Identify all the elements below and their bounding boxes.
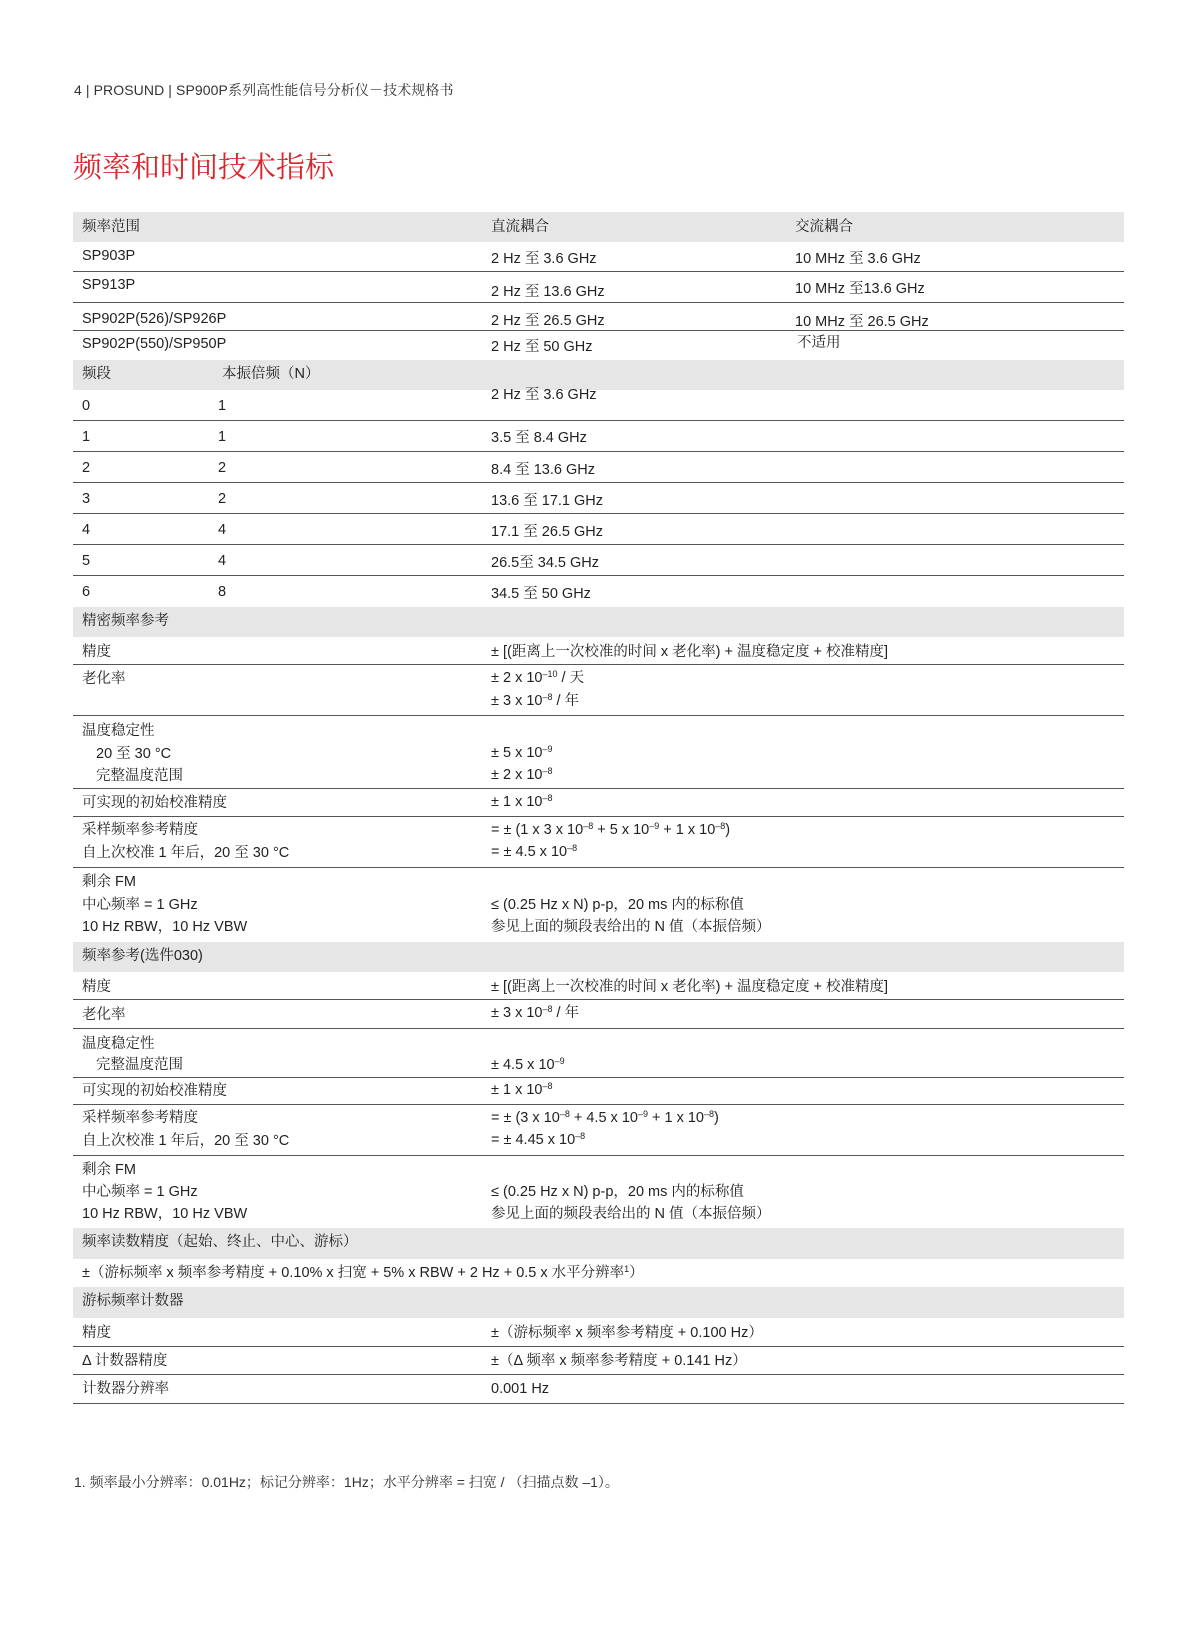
- table-row: [73, 789, 1124, 817]
- table-row: [73, 1318, 1124, 1347]
- table-row: [73, 1156, 1124, 1228]
- table-row: [73, 665, 1124, 716]
- table-row: [73, 331, 1124, 360]
- table-row: [73, 390, 1124, 421]
- dc-cell: 2 Hz 至 26.5 GHz: [491, 313, 605, 329]
- param-label: 自上次校准 1 年后，20 至 30 °C: [82, 1133, 290, 1149]
- param-value: ± 2 x $10^{-10}$ / 天: [491, 669, 585, 686]
- param-label: 剩余 FM: [82, 1162, 136, 1178]
- param-label: 中心频率 = 1 GHz: [82, 897, 198, 913]
- section-heading: [73, 1287, 1124, 1318]
- param-label: Δ 计数器精度: [82, 1353, 168, 1369]
- param-value: = ± (3 x $10^{-8} + 4.5$ x $10^{-9} + 1$ x $10^{-8}$): [491, 1109, 719, 1126]
- header-cell: 频率范围: [82, 219, 140, 235]
- band-cell: 5: [82, 553, 91, 569]
- dc-cell: 2 Hz 至 3.6 GHz: [491, 251, 597, 267]
- section-title: 频率读数精度（起始、终止、中心、游标）: [82, 1234, 358, 1250]
- param-value: ± 4.5 x $10^{-9}$: [491, 1056, 565, 1073]
- param-label: 10 Hz RBW，10 Hz VBW: [82, 919, 248, 935]
- param-value: ± 5 x $10^{-9}$: [491, 744, 553, 761]
- table-row: [73, 421, 1124, 452]
- param-label: 计数器分辨率: [82, 1381, 169, 1397]
- table-row: [73, 576, 1124, 607]
- param-label: 中心频率 = 1 GHz: [82, 1184, 198, 1200]
- model-cell: SP913P: [82, 277, 136, 293]
- param-value: ± 3 x $10^{-8}$ / 年: [491, 1004, 580, 1021]
- table-row: [73, 1347, 1124, 1375]
- band-cell: 0: [82, 398, 91, 414]
- param-label: 剩余 FM: [82, 874, 136, 890]
- table-row: [73, 545, 1124, 576]
- param-label: 精度: [82, 979, 111, 995]
- bands-header: [73, 360, 1124, 403]
- table-row: [73, 817, 1124, 868]
- param-value: = ± 4.5 x $10^{-8}$: [491, 843, 578, 860]
- model-cell: SP902P(550)/SP950P: [82, 336, 227, 352]
- band-cell: 3: [82, 491, 91, 507]
- param-value: ± 1 x $10^{-8}$: [491, 793, 553, 810]
- table-row: [73, 272, 1124, 303]
- band-range-cell: 34.5 至 50 GHz: [491, 586, 591, 602]
- param-value: = ± (1 x 3 x $10^{-8} + 5$ x $10^{-9} + 1$ x $10^{-8}$): [491, 821, 731, 838]
- param-value: = ± 4.45 x $10^{-8}$: [491, 1131, 586, 1148]
- ac-cell: 不适用: [797, 335, 841, 351]
- band-range-cell: 13.6 至 17.1 GHz: [491, 493, 604, 509]
- param-value: ≤ (0.25 Hz x N) p-p，20 ms 内的标称值: [491, 897, 744, 913]
- multiplier-cell: 4: [218, 522, 227, 538]
- table-row: [73, 1105, 1124, 1156]
- ac-cell: 10 MHz 至13.6 GHz: [795, 281, 925, 297]
- ac-cell: 10 MHz 至 3.6 GHz: [795, 251, 921, 267]
- model-cell: SP902P(526)/SP926P: [82, 311, 227, 327]
- table-row: [73, 1078, 1124, 1105]
- page-title: 频率和时间技术指标: [73, 150, 335, 184]
- header-cell: 交流耦合: [795, 219, 853, 235]
- ac-cell: 10 MHz 至 26.5 GHz: [795, 314, 929, 330]
- section-heading: [73, 942, 1124, 972]
- param-value: 参见上面的频段表给出的 N 值（本振倍频）: [491, 919, 771, 935]
- band-range-cell: 26.5至 34.5 GHz: [491, 555, 599, 571]
- table-row: [73, 1375, 1124, 1404]
- param-label: 可实现的初始校准精度: [82, 1083, 227, 1099]
- model-cell: SP903P: [82, 248, 136, 264]
- param-label: 自上次校准 1 年后，20 至 30 °C: [82, 845, 290, 861]
- param-value: ± 2 x $10^{-8}$: [491, 766, 553, 783]
- multiplier-cell: 2: [218, 491, 227, 507]
- band-range-cell: 3.5 至 8.4 GHz: [491, 430, 587, 446]
- section-heading: [73, 607, 1124, 637]
- table-row: [73, 514, 1124, 545]
- band-cell: 1: [82, 429, 91, 445]
- param-value: ±（游标频率 x 频率参考精度 + 0.10% x 扫宽 + 5% x RBW + 2 Hz + 0.5 x 水平分辨率$^1$）: [82, 1264, 644, 1281]
- param-value: ± 1 x $10^{-8}$: [491, 1081, 553, 1098]
- param-value: ±（游标频率 x 频率参考精度 + 0.100 Hz）: [491, 1325, 763, 1341]
- table-row: [73, 1029, 1124, 1078]
- param-sublabel: 完整温度范围: [96, 768, 183, 784]
- table-row: [73, 637, 1124, 665]
- header-cell: 直流耦合: [491, 219, 549, 235]
- band-range-cell: 17.1 至 26.5 GHz: [491, 524, 604, 540]
- dc-cell: 2 Hz 至 13.6 GHz: [491, 284, 605, 300]
- multiplier-cell: 1: [218, 429, 227, 445]
- table-row: [73, 242, 1124, 272]
- multiplier-cell: 4: [218, 553, 227, 569]
- param-value: ≤ (0.25 Hz x N) p-p，20 ms 内的标称值: [491, 1184, 744, 1200]
- param-value: ± 3 x $10^{-8}$ / 年: [491, 692, 580, 709]
- param-label: 采样频率参考精度: [82, 822, 198, 838]
- page-header: 4 | PROSUND | SP900P系列高性能信号分析仪－技术规格书: [74, 82, 454, 98]
- param-label: 温度稳定性: [82, 723, 155, 739]
- param-value: ±（Δ 频率 x 频率参考精度 + 0.141 Hz）: [491, 1353, 747, 1369]
- param-value: ± [(距离上一次校准的时间 x 老化率) + 温度稳定度 + 校准精度]: [491, 979, 889, 995]
- param-label: 温度稳定性: [82, 1036, 155, 1052]
- param-label: 10 Hz RBW，10 Hz VBW: [82, 1206, 248, 1222]
- table-row: [73, 972, 1124, 1000]
- footnote: 1. 频率最小分辨率：0.01Hz；标记分辨率：1Hz；水平分辨率 = 扫宽 / （扫描点数 –1）。: [74, 1474, 619, 1490]
- header-cell: 本振倍频（N）: [222, 366, 320, 382]
- param-value: 0.001 Hz: [491, 1381, 550, 1397]
- multiplier-cell: 8: [218, 584, 227, 600]
- param-label: 精度: [82, 644, 111, 660]
- band-cell: 6: [82, 584, 91, 600]
- param-sublabel: 完整温度范围: [96, 1057, 183, 1073]
- section-title: 频率参考(选件030): [82, 948, 203, 964]
- table-row: [73, 303, 1124, 331]
- param-label: 精度: [82, 1325, 111, 1341]
- param-label: 老化率: [82, 671, 126, 687]
- band-range-cell: 2 Hz 至 3.6 GHz: [491, 387, 597, 403]
- section-heading: [73, 1228, 1124, 1259]
- table-row: [73, 452, 1124, 483]
- dc-cell: 2 Hz 至 50 GHz: [491, 339, 593, 355]
- section-title: 精密频率参考: [82, 613, 169, 629]
- band-cell: 2: [82, 460, 91, 476]
- section-title: 游标频率计数器: [82, 1293, 184, 1309]
- param-label: 可实现的初始校准精度: [82, 795, 227, 811]
- table-row: [73, 868, 1124, 942]
- table-row: [73, 716, 1124, 789]
- freq-range-header: [73, 212, 1124, 242]
- table-row: [73, 483, 1124, 514]
- band-cell: 4: [82, 522, 91, 538]
- param-label: 采样频率参考精度: [82, 1110, 198, 1126]
- param-sublabel: 20 至 30 °C: [96, 746, 172, 762]
- spec-table: [73, 212, 1124, 1404]
- table-row: [73, 1000, 1124, 1029]
- param-label: 老化率: [82, 1007, 126, 1023]
- multiplier-cell: 1: [218, 398, 227, 414]
- param-value: ± [(距离上一次校准的时间 x 老化率) + 温度稳定度 + 校准精度]: [491, 644, 889, 660]
- table-row: [73, 1259, 1124, 1287]
- param-value: 参见上面的频段表给出的 N 值（本振倍频）: [491, 1206, 771, 1222]
- band-range-cell: 8.4 至 13.6 GHz: [491, 462, 595, 478]
- header-cell: 频段: [82, 366, 111, 382]
- multiplier-cell: 2: [218, 460, 227, 476]
